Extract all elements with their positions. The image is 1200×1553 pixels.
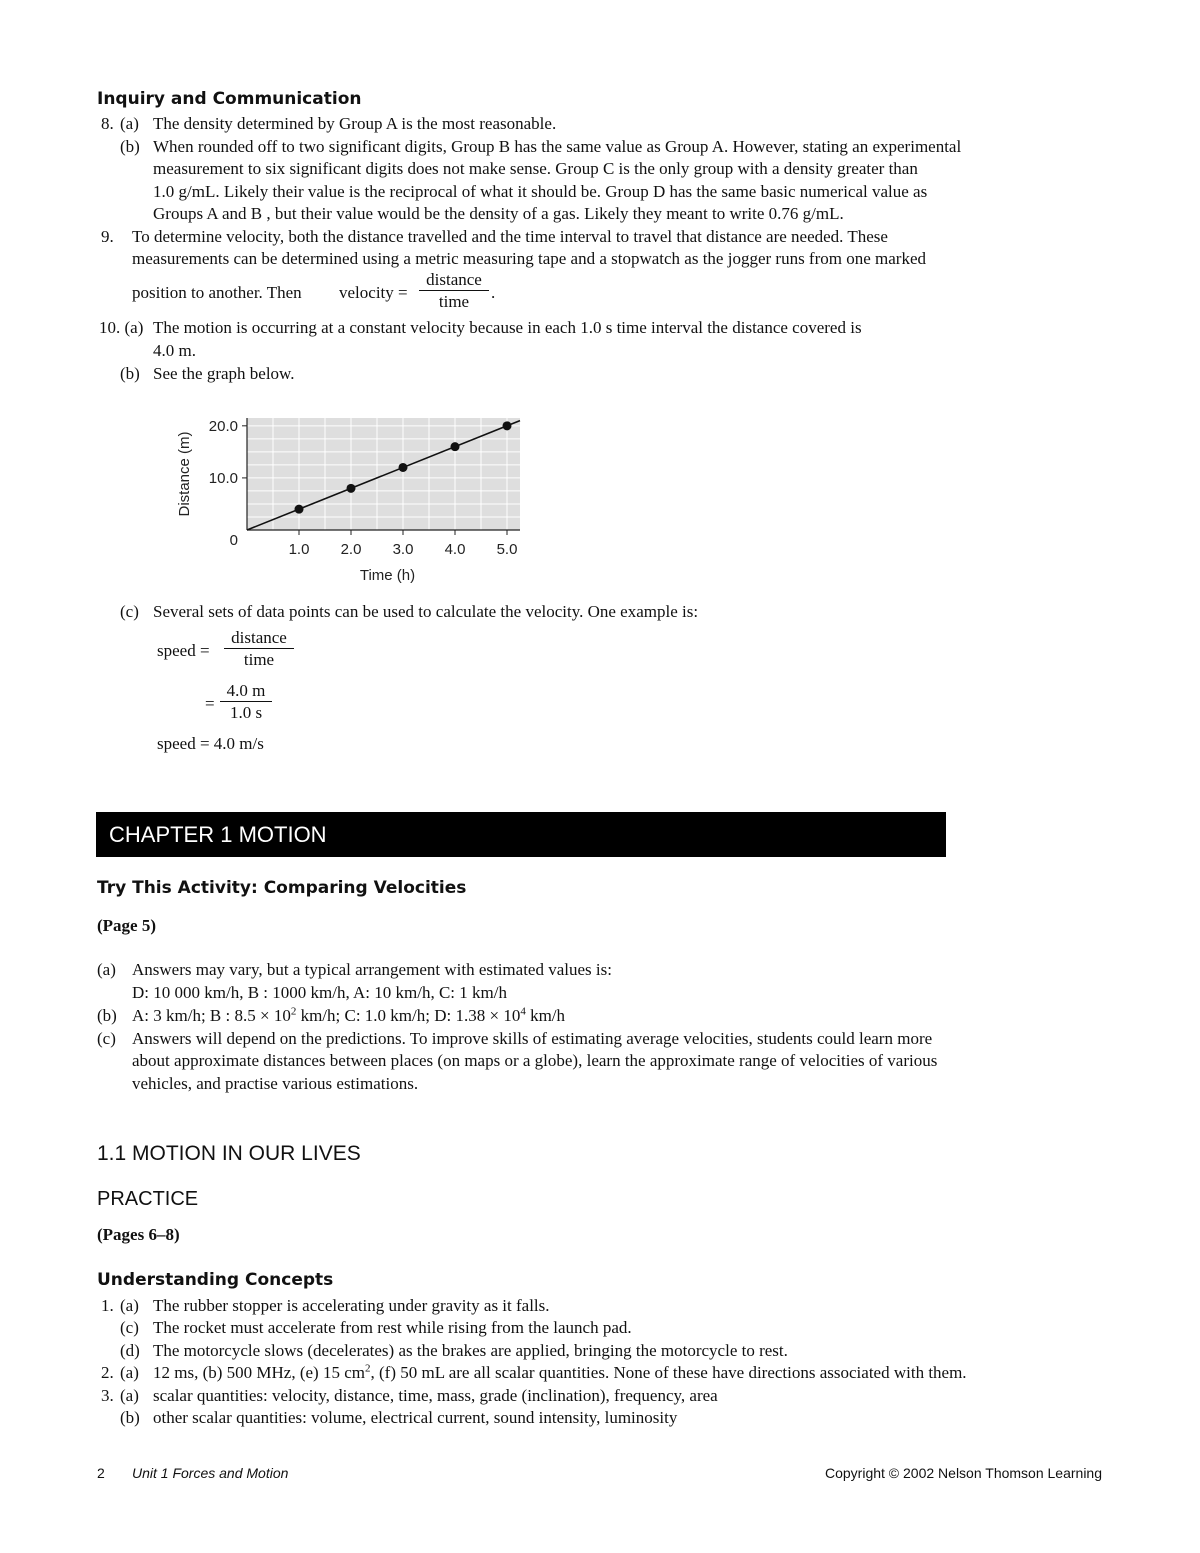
x-tick-label: 3.0: [392, 541, 414, 558]
q9-number: 9.: [101, 227, 114, 246]
q10-number: 10. (a): [99, 318, 144, 337]
fraction-numerator: distance: [231, 628, 287, 647]
q8b-line: 1.0 g/mL. Likely their value is the reciprocal of what it should be. Group D has the same basic numerical value as: [153, 182, 928, 201]
q3-item-text: scalar quantities: velocity, distance, time, mass, grade (inclination), frequency, area: [153, 1386, 718, 1405]
x-axis-label: Time (h): [359, 567, 416, 584]
y-tick-label: 20.0: [208, 417, 238, 435]
q2-item-text: 12 ms, (b) 500 MHz, (e) 15 $cm^2$, (f) 50 mL are all scalar quantities. None of these have directions associated with them.: [153, 1362, 967, 1382]
speed-fraction: [224, 628, 294, 671]
q10a-line: The motion is occurring at a constant velocity because in each 1.0 s time interval the distance covered is: [153, 318, 862, 337]
q1-number: 1.: [101, 1296, 114, 1315]
activity-item-line: vehicles, and practise various estimations.: [132, 1074, 419, 1093]
q2-item-label: (a): [120, 1363, 139, 1382]
practice-heading: PRACTICE: [97, 1188, 199, 1210]
section-heading-inquiry: Inquiry and Communication: [97, 89, 362, 109]
distance-time-chart: [160, 400, 540, 595]
fraction-denominator: time: [438, 292, 470, 311]
page-number: 2: [97, 1465, 105, 1481]
q8-number: 8.: [101, 114, 114, 133]
activity-item-b-text: A: 3 km/h; B : $8.5 \times 10^2$ km/h; C: 1.0 km/h; D: $1.38 \times 10^4$ km/h: [132, 1005, 566, 1025]
chapter-banner: [96, 812, 946, 857]
fraction-numerator: 4.0 m: [226, 681, 266, 700]
fraction-numerator: distance: [426, 270, 482, 289]
x-tick-label: 5.0: [496, 541, 518, 558]
value-fraction: [220, 681, 272, 724]
q2-number: 2.: [101, 1363, 114, 1382]
speed-label: speed =: [157, 641, 210, 660]
q8a-label: (a): [120, 114, 139, 133]
q3-number: 3.: [101, 1386, 114, 1405]
x-tick-label: 4.0: [444, 541, 466, 558]
q1-item-label: (d): [120, 1341, 140, 1360]
activity-item-label: (c): [97, 1029, 116, 1048]
activity-heading: Try This Activity: Comparing Velocities: [97, 878, 467, 898]
q9-line-prefix: position to another. Then: [132, 283, 302, 302]
q1-item-label: (c): [120, 1318, 139, 1337]
q10b-text: See the graph below.: [153, 364, 295, 383]
q8a-text: The density determined by Group A is the most reasonable.: [153, 114, 557, 133]
data-point: [347, 484, 356, 493]
q1-item-label: (a): [120, 1296, 139, 1315]
activity-item-line: D: 10 000 km/h, B : 1000 km/h, A: 10 km/h, C: 1 km/h: [132, 983, 507, 1002]
activity-item-line: Answers will depend on the predictions. To improve skills of estimating average velocities, students could learn more: [132, 1029, 933, 1048]
velocity-label: velocity =: [339, 283, 408, 302]
fraction-denominator: time: [243, 650, 275, 669]
q8b-line: measurement to six significant digits does not make sense. Group C is the only group with a density greater than: [153, 159, 918, 178]
q1-item-text: The rubber stopper is accelerating under gravity as it falls.: [153, 1296, 550, 1315]
footer-unit: Unit 1 Forces and Motion: [132, 1465, 289, 1481]
velocity-fraction: [419, 270, 489, 313]
q1-item-text: The rocket must accelerate from rest while rising from the launch pad.: [153, 1318, 632, 1337]
activity-item-label: (a): [97, 960, 116, 979]
section-heading-1-1: 1.1 MOTION IN OUR LIVES: [97, 1142, 361, 1165]
data-point: [295, 505, 304, 514]
activity-item-line: about approximate distances between places (on maps or a globe), learn the approximate range of velocities of various: [132, 1051, 938, 1070]
page-reference: (Page 5): [97, 916, 157, 935]
q10a-line: 4.0 m.: [153, 341, 196, 360]
fraction-denominator: 1.0 s: [229, 703, 263, 722]
q10b-label: (b): [120, 364, 140, 383]
data-point: [503, 421, 512, 430]
q3-item-text: other scalar quantities: volume, electrical current, sound intensity, luminosity: [153, 1408, 678, 1427]
data-point: [399, 463, 408, 472]
page-reference: (Pages 6–8): [97, 1225, 180, 1244]
speed-result: speed = 4.0 m/s: [157, 734, 264, 753]
equals-sign: =: [205, 694, 215, 713]
q8b-line: Groups A and B , but their value would be the density of a gas. Likely they meant to write 0.76 g/mL.: [153, 204, 844, 223]
chapter-title: CHAPTER 1 MOTION: [109, 822, 327, 847]
origin-label: 0: [229, 532, 238, 549]
q1-item-text: The motorcycle slows (decelerates) as the brakes are applied, bringing the motorcycle to rest.: [153, 1341, 788, 1360]
period: .: [491, 283, 496, 302]
footer-copyright: Copyright © 2002 Nelson Thomson Learning: [825, 1465, 1102, 1481]
y-axis-label: Distance (m): [176, 431, 193, 517]
activity-item-label: (b): [97, 1006, 117, 1025]
q9-line: measurements can be determined using a metric measuring tape and a stopwatch as the jogger runs from one marked: [132, 249, 927, 268]
x-tick-label: 2.0: [340, 541, 362, 558]
activity-item-line: Answers may vary, but a typical arrangement with estimated values is:: [132, 960, 612, 979]
q8b-label: (b): [120, 137, 140, 156]
x-tick-label: 1.0: [288, 541, 310, 558]
q10c-text: Several sets of data points can be used to calculate the velocity. One example is:: [153, 602, 699, 621]
data-point: [451, 442, 460, 451]
q3-item-label: (b): [120, 1408, 140, 1427]
q3-item-label: (a): [120, 1386, 139, 1405]
q8b-line: When rounded off to two significant digits, Group B has the same value as Group A. However, stating an experimental: [153, 137, 962, 156]
q10c-label: (c): [120, 602, 139, 621]
understanding-concepts-heading: Understanding Concepts: [97, 1270, 334, 1290]
y-tick-label: 10.0: [208, 469, 238, 487]
q9-line: To determine velocity, both the distance travelled and the time interval to travel that distance are needed. These: [132, 227, 888, 246]
